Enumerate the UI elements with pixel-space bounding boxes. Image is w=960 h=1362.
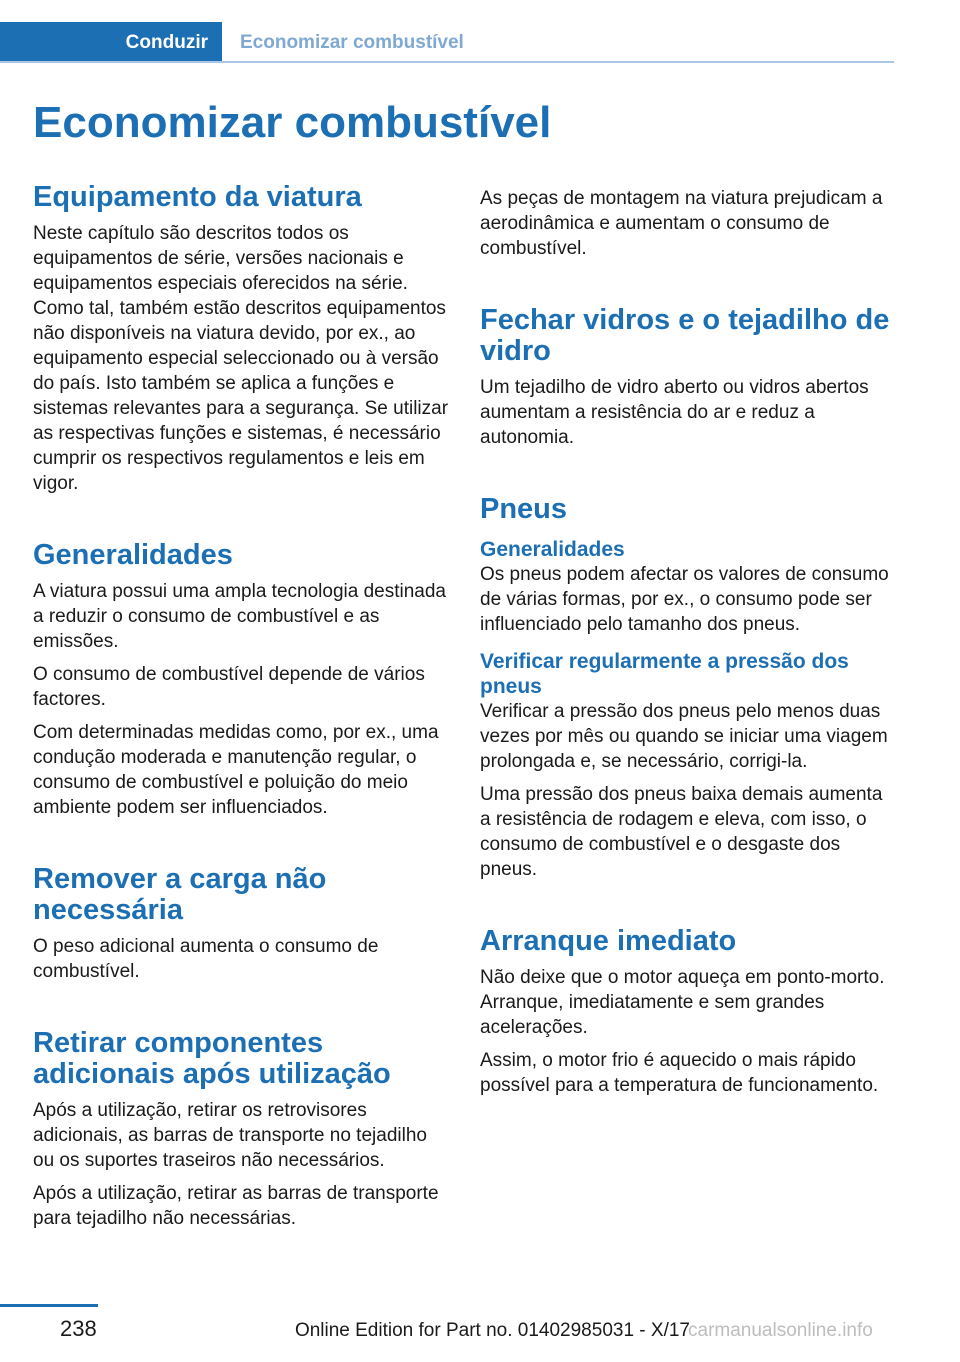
page-title: Economizar combustível	[33, 98, 552, 147]
heading-pneus: Pneus	[480, 493, 568, 525]
footer-rule	[0, 1304, 98, 1307]
header-rule	[0, 61, 894, 63]
section-tab[interactable]: Conduzir	[0, 22, 222, 63]
paragraph: Neste capítulo são descritos todos os equipamentos de série, versões nacionais e equipamentos especiais oferecidos na série. Como tal, também estão descritos equipamentos não disponíveis na viatura devido, por ex., ao equipamento especial seleccionado ou à versão do país. Isto também se aplica a funções e sistemas relevantes para a segurança. Se utilizar as respectivas funções e sistemas, é necessário cumprir os respectivos regulamentos e leis em vigor.	[33, 223, 449, 494]
paragraph: O peso adicional aumenta o consumo de combustível.	[33, 936, 379, 982]
heading-generalidades: Generalidades	[33, 539, 233, 571]
right-column	[480, 186, 898, 1098]
chapter-tab[interactable]: Economizar combustível	[240, 31, 464, 53]
paragraph: O consumo de combustível depende de vários factores.	[33, 664, 425, 710]
heading-remover-carga: Remover a carga não necessária	[33, 863, 327, 926]
paragraph: Após a utilização, retirar as barras de transporte para tejadilho não necessárias.	[33, 1183, 439, 1229]
left-column	[33, 182, 451, 1231]
paragraph: Não deixe que o motor aqueça em ponto-morto. Arranque, imediatamente e sem grandes acelerações.	[480, 967, 885, 1038]
paragraph: Verificar a pressão dos pneus pelo menos duas vezes por mês ou quando se iniciar uma viagem prolongada e, se necessário, corrigi-la.	[480, 701, 888, 772]
heading-fechar-vidros: Fechar vidros e o tejadilho de vidro	[480, 304, 890, 367]
subheading-generalidades: Generalidades	[480, 538, 625, 561]
page-header	[0, 0, 960, 64]
watermark: carmanualsonline.info	[688, 1320, 873, 1341]
page-number: 238	[60, 1316, 97, 1341]
paragraph: Após a utilização, retirar os retrovisores adicionais, as barras de transporte no tejadilho ou os suportes traseiros não necessários.	[33, 1100, 427, 1171]
paragraph: As peças de montagem na viatura prejudicam a aerodinâmica e aumentam o consumo de combustível.	[480, 188, 883, 259]
heading-retirar-componentes: Retirar componentes adicionais após utilização	[33, 1027, 391, 1090]
paragraph: A viatura possui uma ampla tecnologia destinada a reduzir o consumo de combustível e as emissões.	[33, 581, 446, 652]
paragraph: Os pneus podem afectar os valores de consumo de várias formas, por ex., o consumo pode ser influenciado pelo tamanho dos pneus.	[480, 564, 889, 635]
heading-equipamento: Equipamento da viatura	[33, 181, 362, 213]
paragraph: Uma pressão dos pneus baixa demais aumenta a resistência de rodagem e eleva, com isso, o consumo de combustível e o desgaste dos pneus.	[480, 784, 883, 880]
subheading-verificar-pressao: Verificar regularmente a pressão dos pneus	[480, 650, 849, 698]
paragraph: Assim, o motor frio é aquecido o mais rápido possível para a temperatura de funcionamento.	[480, 1050, 879, 1096]
edition-note: Online Edition for Part no. 01402985031 - X/17	[294, 1320, 690, 1341]
heading-arranque-imediato: Arranque imediato	[480, 925, 737, 957]
paragraph: Com determinadas medidas como, por ex., uma condução moderada e manutenção regular, o consumo de combustível e poluição do meio ambiente podem ser influenciados.	[33, 722, 439, 818]
paragraph: Um tejadilho de vidro aberto ou vidros abertos aumentam a resistência do ar e reduz a autonomia.	[480, 377, 869, 448]
